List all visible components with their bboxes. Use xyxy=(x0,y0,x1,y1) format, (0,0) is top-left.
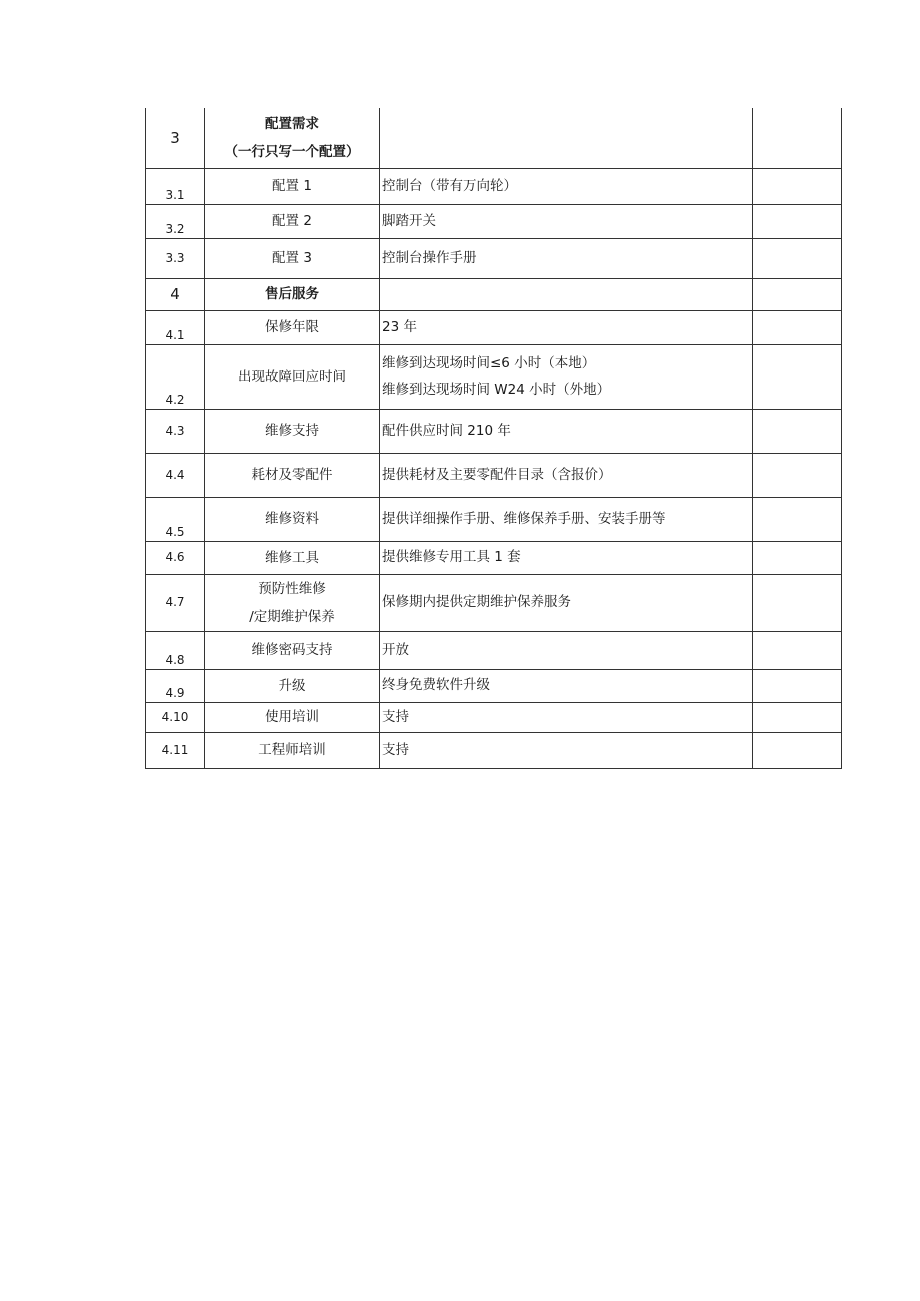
row-item xyxy=(205,669,380,702)
row-number: 3.2 xyxy=(146,204,205,238)
item-line: 预防性维修 xyxy=(258,580,326,597)
item-line: /定期维护保养 xyxy=(249,608,335,625)
table-row xyxy=(146,732,842,768)
row-remark xyxy=(753,702,842,732)
description-line: 脚踏开关 xyxy=(382,212,436,229)
table-row xyxy=(146,278,842,310)
table-row xyxy=(146,541,842,574)
table-row xyxy=(146,310,842,344)
row-item xyxy=(205,702,380,732)
row-description xyxy=(380,631,753,669)
row-remark xyxy=(753,453,842,497)
row-number: 3.1 xyxy=(146,168,205,204)
row-item xyxy=(205,278,380,310)
spec-table xyxy=(145,108,842,769)
row-item xyxy=(205,238,380,278)
item-line: 配置 2 xyxy=(272,213,312,229)
row-description xyxy=(380,168,753,204)
row-description xyxy=(380,574,753,631)
item-line: 售后服务 xyxy=(265,286,319,302)
spec-table-body xyxy=(146,108,842,768)
row-number: 4.10 xyxy=(146,702,205,732)
description-line: 配件供应时间 210 年 xyxy=(382,422,511,439)
item-line: 维修资料 xyxy=(265,511,319,527)
row-remark xyxy=(753,238,842,278)
row-number: 4.7 xyxy=(146,574,205,631)
row-remark xyxy=(753,631,842,669)
row-description xyxy=(380,278,753,310)
row-description xyxy=(380,702,753,732)
row-number: 4.11 xyxy=(146,732,205,768)
table-row xyxy=(146,497,842,541)
table-row xyxy=(146,702,842,732)
row-item xyxy=(205,497,380,541)
item-line: （一行只写一个配置） xyxy=(224,143,360,160)
row-item xyxy=(205,310,380,344)
row-item xyxy=(205,631,380,669)
table-row xyxy=(146,344,842,409)
item-line: 维修工具 xyxy=(265,549,319,566)
row-remark xyxy=(753,168,842,204)
description-line: 控制台（带有万向轮） xyxy=(382,177,517,194)
row-description xyxy=(380,453,753,497)
item-line: 配置 1 xyxy=(272,178,312,194)
row-description xyxy=(380,497,753,541)
table-row xyxy=(146,238,842,278)
row-remark xyxy=(753,278,842,310)
item-line: 工程师培训 xyxy=(258,742,326,758)
row-item xyxy=(205,574,380,631)
description-line: 维修到达现场时间 W24 小时（外地） xyxy=(382,381,611,398)
row-number: 4.6 xyxy=(146,541,205,574)
table-row xyxy=(146,204,842,238)
row-number: 4.5 xyxy=(146,497,205,541)
table-row xyxy=(146,453,842,497)
row-item xyxy=(205,108,380,168)
item-line: 配置需求 xyxy=(265,115,319,132)
row-description xyxy=(380,108,753,168)
description-line: 控制台操作手册 xyxy=(382,249,477,266)
row-number: 3 xyxy=(146,108,205,168)
row-remark xyxy=(753,497,842,541)
table-row xyxy=(146,631,842,669)
row-remark xyxy=(753,310,842,344)
row-remark xyxy=(753,204,842,238)
item-line: 保修年限 xyxy=(265,319,319,335)
row-number: 4.1 xyxy=(146,310,205,344)
table-row xyxy=(146,574,842,631)
description-line: 提供耗材及主要零配件目录（含报价） xyxy=(382,466,612,483)
row-number: 4.4 xyxy=(146,453,205,497)
row-number: 4.3 xyxy=(146,409,205,453)
row-description xyxy=(380,409,753,453)
description-line: 支持 xyxy=(382,741,409,758)
row-description xyxy=(380,204,753,238)
description-line: 提供详细操作手册、维修保养手册、安装手册等 xyxy=(382,510,666,527)
description-line: 23 年 xyxy=(382,318,417,335)
row-item xyxy=(205,168,380,204)
row-description xyxy=(380,669,753,702)
row-number: 4.2 xyxy=(146,344,205,409)
item-line: 使用培训 xyxy=(265,709,319,725)
row-item xyxy=(205,541,380,574)
description-line: 保修期内提供定期维护保养服务 xyxy=(382,594,571,610)
description-line: 开放 xyxy=(382,641,409,658)
row-description xyxy=(380,310,753,344)
item-line: 出现故障回应时间 xyxy=(238,368,346,385)
table-row xyxy=(146,409,842,453)
row-number: 4 xyxy=(146,278,205,310)
row-description xyxy=(380,541,753,574)
row-item xyxy=(205,344,380,409)
row-remark xyxy=(753,344,842,409)
row-remark xyxy=(753,108,842,168)
row-item xyxy=(205,732,380,768)
description-line: 支持 xyxy=(382,708,409,725)
row-number: 3.3 xyxy=(146,238,205,278)
row-remark xyxy=(753,574,842,631)
item-line: 维修密码支持 xyxy=(251,642,333,658)
table-row xyxy=(146,669,842,702)
row-description xyxy=(380,238,753,278)
description-line: 终身免费软件升级 xyxy=(382,677,490,693)
row-number: 4.9 xyxy=(146,669,205,702)
row-remark xyxy=(753,732,842,768)
item-line: 配置 3 xyxy=(272,250,312,266)
row-number: 4.8 xyxy=(146,631,205,669)
row-remark xyxy=(753,409,842,453)
row-remark xyxy=(753,669,842,702)
row-item xyxy=(205,409,380,453)
item-line: 升级 xyxy=(278,677,306,694)
row-description xyxy=(380,732,753,768)
table-row xyxy=(146,108,842,168)
row-description xyxy=(380,344,753,409)
item-line: 维修支持 xyxy=(265,423,319,439)
row-remark xyxy=(753,541,842,574)
row-item xyxy=(205,204,380,238)
table-row xyxy=(146,168,842,204)
item-line: 耗材及零配件 xyxy=(251,467,333,483)
description-line: 提供维修专用工具 1 套 xyxy=(382,549,521,565)
row-item xyxy=(205,453,380,497)
description-line: 维修到达现场时间≤6 小时（本地） xyxy=(382,354,596,371)
